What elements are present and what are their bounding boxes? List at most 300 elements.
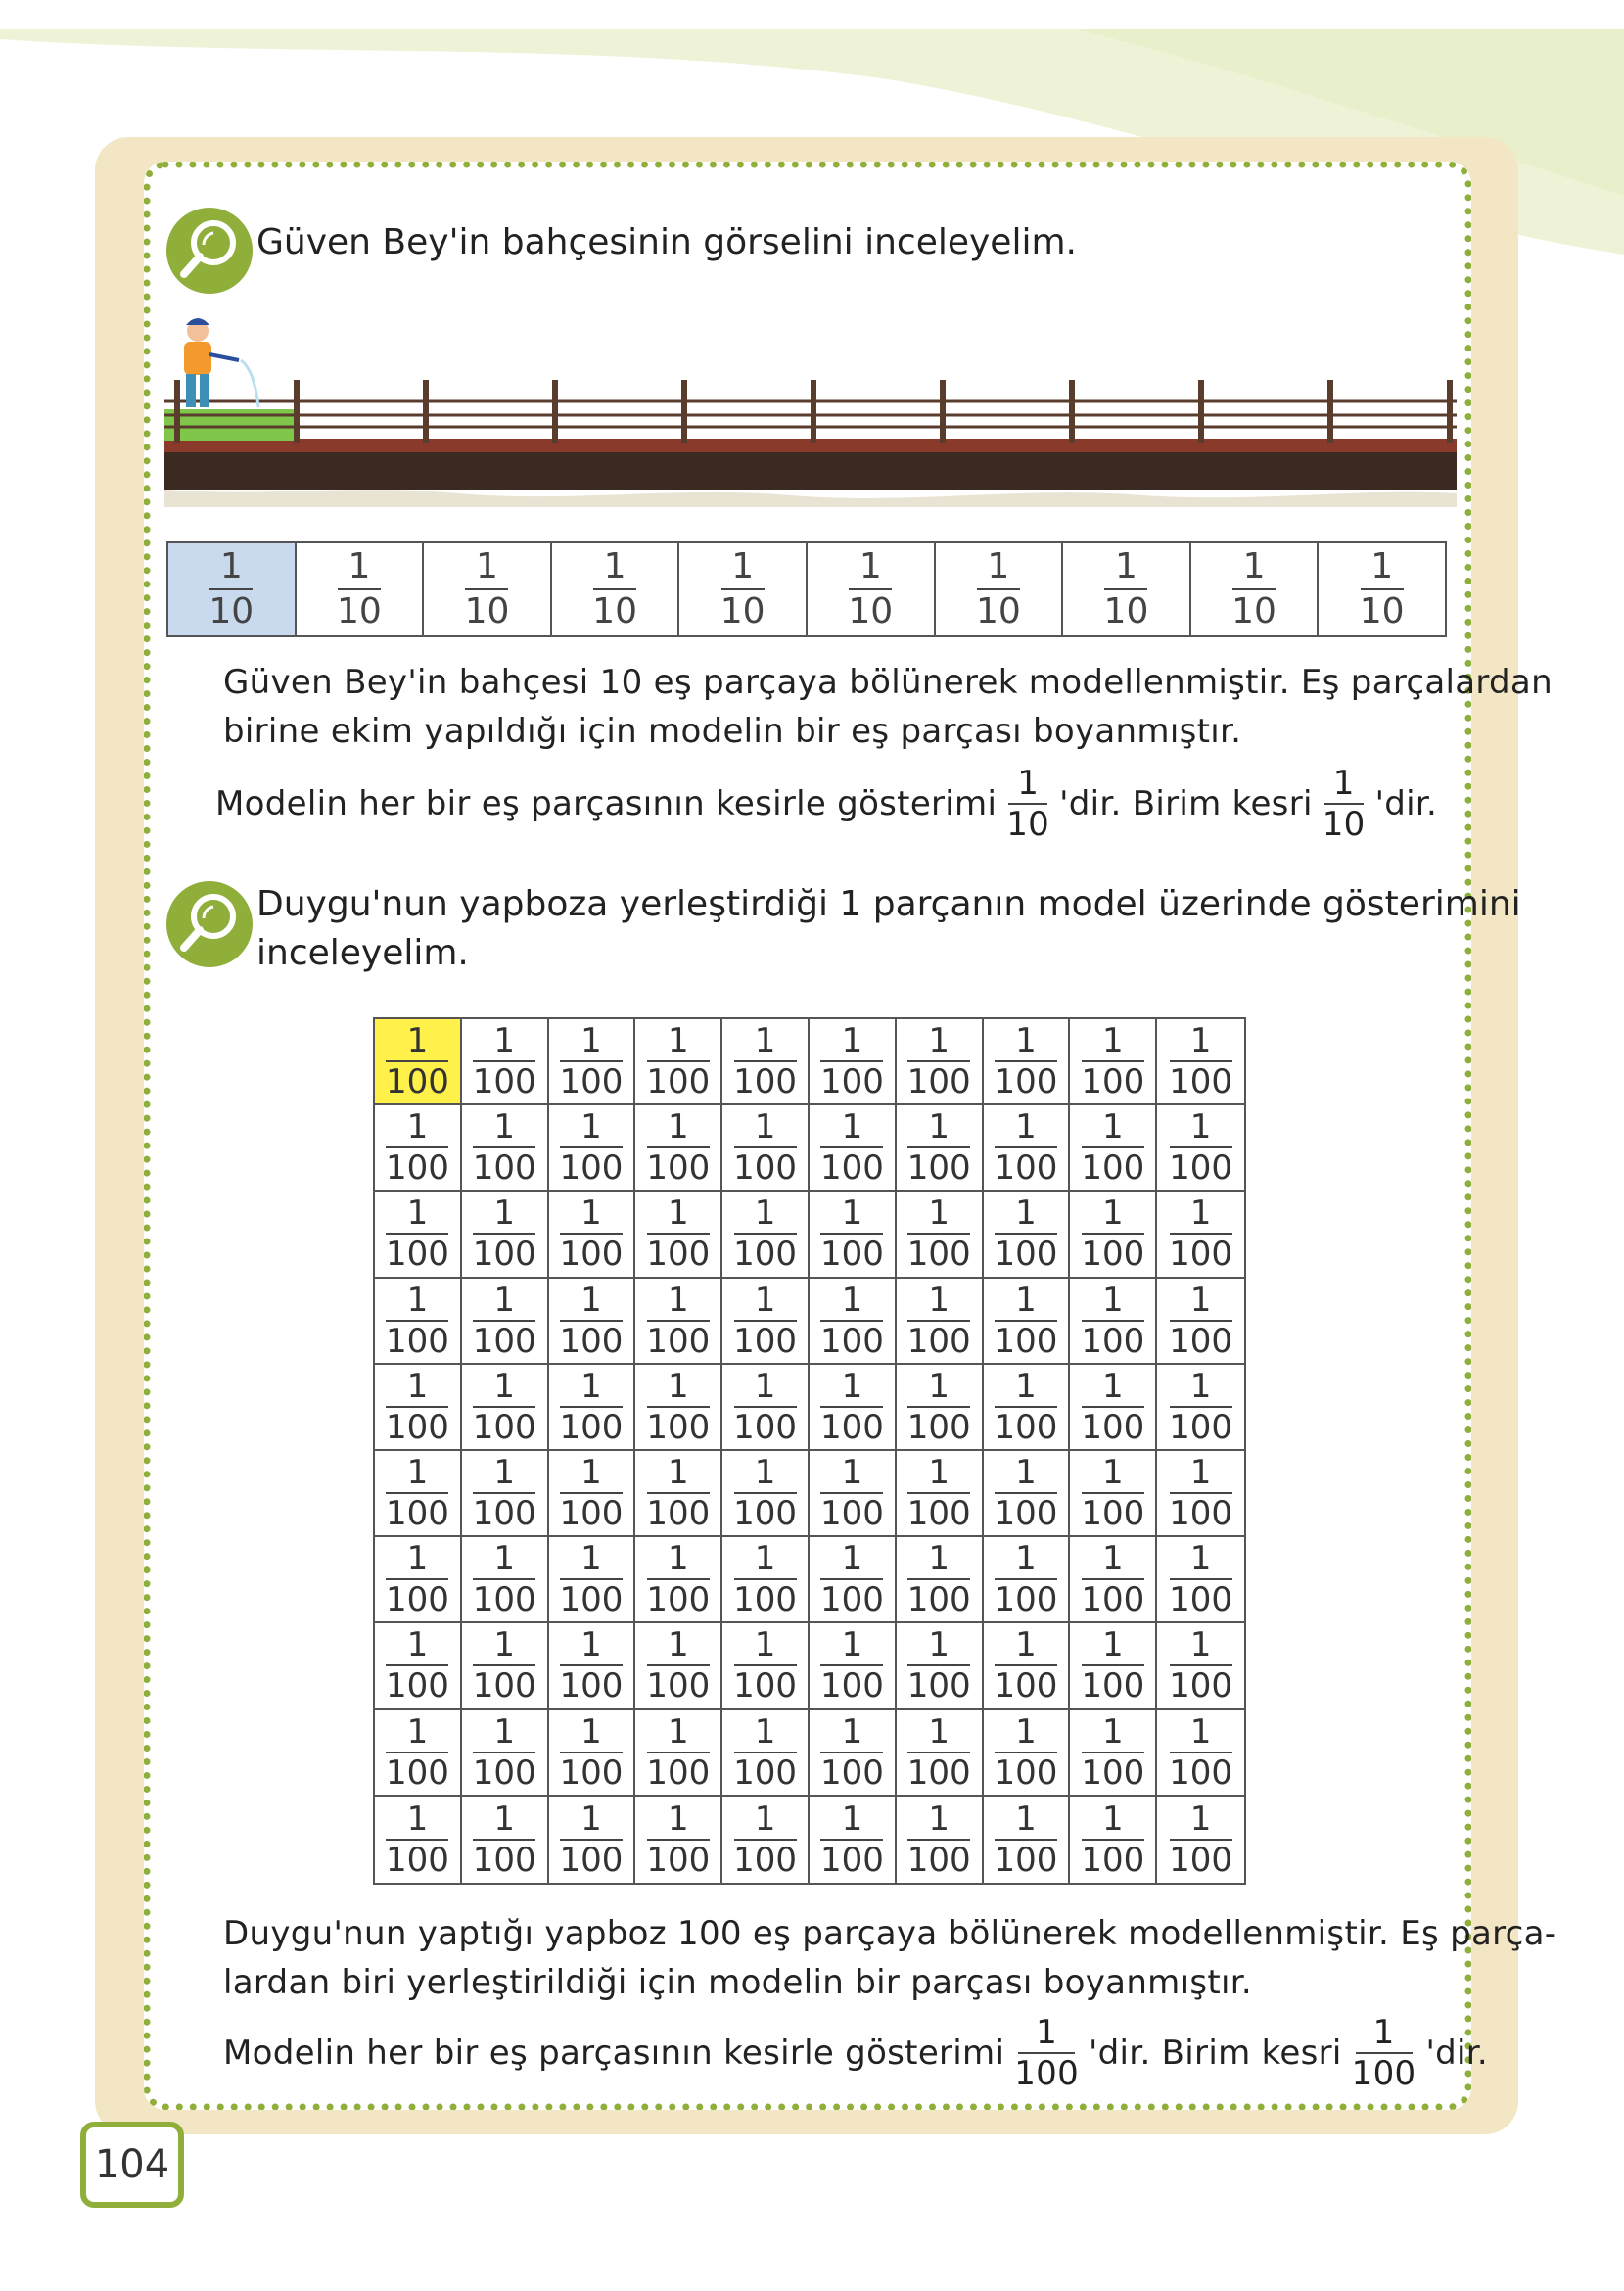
grid-cell: [375, 1451, 462, 1537]
fraction-numerator: 1: [1101, 1625, 1124, 1665]
fraction-denominator: 10: [1103, 591, 1149, 631]
grid-cell: [1070, 1365, 1157, 1451]
fraction-numerator: 1: [1189, 1625, 1212, 1665]
fraction-denominator: 100: [1081, 1666, 1145, 1707]
fraction-denominator: 100: [733, 1062, 798, 1102]
fraction-denominator: 100: [559, 1580, 624, 1620]
fraction-numerator: 1: [754, 1193, 776, 1234]
fraction-denominator: 100: [733, 1753, 798, 1793]
fraction-numerator: 1: [1189, 1539, 1212, 1579]
fraction-denominator: 100: [559, 1753, 624, 1793]
fraction-denominator: 100: [646, 1148, 711, 1189]
fraction-numerator: 1: [493, 1193, 516, 1234]
fraction-denominator: 100: [733, 1235, 798, 1275]
fraction-denominator: 100: [819, 1321, 884, 1361]
section2-statement: [223, 2015, 1488, 2091]
fraction-numerator: 1: [1015, 1366, 1037, 1406]
unit-fraction-one-hundredth: 1 100: [1351, 2013, 1416, 2093]
fraction-numerator: 1: [1101, 1366, 1124, 1406]
fraction-numerator: 1: [667, 1193, 689, 1234]
fraction-denominator: 100: [472, 1580, 536, 1620]
fraction-numerator: 1: [928, 1193, 951, 1234]
fraction-numerator: 1: [580, 1366, 602, 1406]
fraction-denominator: 10: [1231, 591, 1276, 631]
fraction-denominator: 10: [592, 591, 637, 631]
grid-cell: [984, 1192, 1071, 1278]
strip-cell: [679, 543, 808, 635]
grid-cell: [810, 1365, 897, 1451]
fraction-denominator: 100: [819, 1753, 884, 1793]
fraction-denominator: 100: [385, 1753, 449, 1793]
grid-cell: [375, 1105, 462, 1192]
grid-cell: [1157, 1365, 1244, 1451]
fraction-numerator: 1: [1101, 1711, 1124, 1752]
grid-cell: [1157, 1797, 1244, 1883]
fraction-denominator: 100: [646, 1666, 711, 1707]
fraction-numerator: 1: [841, 1711, 863, 1752]
fraction-denominator: 100: [1169, 1753, 1233, 1793]
grid-cell: [810, 1537, 897, 1623]
fraction-numerator: 1: [493, 1453, 516, 1493]
grid-cell: [722, 1710, 810, 1797]
fraction-numerator: 1: [928, 1280, 951, 1320]
fraction-denominator: 100: [994, 1580, 1058, 1620]
fraction-denominator: 100: [994, 1840, 1058, 1880]
fraction-numerator: 1: [754, 1021, 776, 1061]
fraction-numerator: 1: [667, 1539, 689, 1579]
fraction-numerator: 1: [1101, 1021, 1124, 1061]
fraction-numerator: 1: [493, 1280, 516, 1320]
fraction-denominator: 10: [336, 591, 382, 631]
grid-cell: [897, 1365, 984, 1451]
fraction-denominator: 100: [733, 1840, 798, 1880]
fraction-numerator: 1: [1101, 1107, 1124, 1147]
grid-cell: [1070, 1797, 1157, 1883]
fraction-numerator: 1: [1189, 1366, 1212, 1406]
fraction-denominator: 100: [559, 1407, 624, 1447]
fraction-numerator: 1: [493, 1366, 516, 1406]
grid-cell: [897, 1537, 984, 1623]
grid-cell: [897, 1797, 984, 1883]
fraction-numerator: 1: [1101, 1799, 1124, 1839]
fraction-numerator: 1: [841, 1453, 863, 1493]
strip-cell: [808, 543, 936, 635]
fraction-numerator: 1: [493, 1107, 516, 1147]
fraction-denominator: 100: [646, 1062, 711, 1102]
fraction-numerator: 1: [406, 1107, 429, 1147]
grid-cell: [722, 1279, 810, 1365]
grid-cell: [984, 1019, 1071, 1105]
fraction-numerator: 1: [580, 1453, 602, 1493]
fraction-numerator: 1: [580, 1539, 602, 1579]
grid-cell: [1070, 1192, 1157, 1278]
grid-cell: [375, 1623, 462, 1709]
gardener-figure: [184, 318, 258, 407]
fraction-denominator: 100: [559, 1666, 624, 1707]
fraction-numerator: 1: [1015, 1280, 1037, 1320]
fraction-one-hundredth: 1 100: [1014, 2013, 1080, 2093]
grid-cell: [549, 1451, 636, 1537]
grid-cell: [549, 1797, 636, 1883]
page-number: 104: [80, 2122, 184, 2208]
fraction-denominator: 100: [559, 1321, 624, 1361]
fraction-numerator: 1: [1115, 546, 1137, 586]
fraction-denominator: 100: [1169, 1321, 1233, 1361]
strip-cell: [1063, 543, 1191, 635]
grid-cell: [897, 1451, 984, 1537]
grid-cell: [810, 1623, 897, 1709]
strip-cell: [424, 543, 552, 635]
fraction-numerator: 1: [928, 1107, 951, 1147]
grid-cell: [635, 1797, 722, 1883]
grid-cell: [984, 1710, 1071, 1797]
grid-cell: [1070, 1623, 1157, 1709]
fraction-denominator: 100: [385, 1062, 449, 1102]
fraction-numerator: 1: [603, 546, 626, 586]
fraction-numerator: 1: [1189, 1799, 1212, 1839]
fraction-denominator: 100: [472, 1062, 536, 1102]
fraction-numerator: 1: [219, 546, 243, 586]
fraction-numerator: 1: [667, 1711, 689, 1752]
fraction-numerator: 1: [406, 1625, 429, 1665]
section2-heading-line1: Duygu'nun yapboza yerleştirdiği 1 parçanın model üzerinde gösterimini: [256, 884, 1521, 924]
grid-cell: [462, 1279, 549, 1365]
grid-cell: [1157, 1279, 1244, 1365]
grid-cell: [722, 1019, 810, 1105]
fraction-denominator: 100: [472, 1235, 536, 1275]
fraction-numerator: 1: [493, 1021, 516, 1061]
grid-cell: [897, 1019, 984, 1105]
fraction-numerator: 1: [493, 1711, 516, 1752]
grid-cell: [375, 1710, 462, 1797]
grid-cell: [549, 1279, 636, 1365]
fraction-numerator: 1: [1015, 1453, 1037, 1493]
fraction-numerator: 1: [841, 1021, 863, 1061]
fraction-numerator: 1: [1189, 1453, 1212, 1493]
grid-cell: [984, 1797, 1071, 1883]
fraction-denominator: 100: [472, 1407, 536, 1447]
grid-cell: [375, 1192, 462, 1278]
statement-text-1: Modelin her bir eş parçasının kesirle gösterimi: [215, 784, 998, 823]
fraction-numerator: 1: [406, 1021, 429, 1061]
grid-cell: [984, 1365, 1071, 1451]
fraction-denominator: 100: [819, 1148, 884, 1189]
fraction-numerator: 1: [1101, 1539, 1124, 1579]
grid-cell: [897, 1279, 984, 1365]
fraction-denominator: 100: [1081, 1840, 1145, 1880]
fraction-numerator: 1: [1015, 1539, 1037, 1579]
grid-cell: [1070, 1451, 1157, 1537]
fraction-denominator: 100: [733, 1580, 798, 1620]
fraction-denominator: 10: [719, 591, 766, 631]
fraction-denominator: 100: [906, 1235, 971, 1275]
grid-cell: [635, 1451, 722, 1537]
section2-heading-line2: inceleyelim.: [256, 933, 469, 973]
grid-cell: [897, 1710, 984, 1797]
hundredths-grid: [373, 1017, 1246, 1885]
fraction-numerator: 1: [1015, 1625, 1037, 1665]
fraction-denominator: 100: [559, 1235, 624, 1275]
grid-cell: [1070, 1019, 1157, 1105]
fraction-numerator: 1: [841, 1539, 863, 1579]
fraction-denominator: 100: [1169, 1666, 1233, 1707]
section1-heading: Güven Bey'in bahçesinin görselini inceleyelim.: [256, 222, 1077, 262]
fraction-numerator: 1: [858, 546, 882, 586]
fraction-denominator: 100: [994, 1235, 1058, 1275]
fraction-denominator: 100: [906, 1321, 971, 1361]
fraction-denominator: 100: [819, 1580, 884, 1620]
fraction-numerator: 1: [754, 1366, 776, 1406]
fraction-denominator: 100: [819, 1062, 884, 1102]
fraction-denominator: 10: [464, 591, 510, 631]
strip-cell: [1319, 543, 1445, 635]
unit-fraction-one-tenth: 1 10: [1322, 764, 1366, 844]
fraction-denominator: 100: [994, 1148, 1058, 1189]
fraction-denominator: 100: [646, 1840, 711, 1880]
fraction-denominator: 100: [819, 1666, 884, 1707]
grid-cell: [635, 1019, 722, 1105]
fraction-denominator: 100: [733, 1321, 798, 1361]
fraction-numerator: 1: [754, 1625, 776, 1665]
grid-cell: [1157, 1105, 1244, 1192]
fraction-numerator: 1: [841, 1625, 863, 1665]
fraction-numerator: 1: [476, 546, 498, 586]
grid-cell: [549, 1105, 636, 1192]
grid-cell: [810, 1797, 897, 1883]
grid-cell: [635, 1105, 722, 1192]
fraction-denominator: 100: [385, 1840, 449, 1880]
grid-cell: [810, 1105, 897, 1192]
grid-cell: [635, 1365, 722, 1451]
fraction-numerator: 1: [406, 1280, 429, 1320]
grid-cell: [375, 1797, 462, 1883]
fraction-denominator: 100: [906, 1753, 971, 1793]
grid-cell: [722, 1365, 810, 1451]
grid-cell: [1070, 1537, 1157, 1623]
fraction-denominator: 100: [385, 1580, 449, 1620]
grid-cell: [549, 1537, 636, 1623]
fraction-denominator: 100: [1169, 1580, 1233, 1620]
fraction-denominator: 100: [1169, 1840, 1233, 1880]
fraction-denominator: 10: [1359, 591, 1405, 631]
grid-cell: [984, 1279, 1071, 1365]
fraction-denominator: 100: [472, 1148, 536, 1189]
fraction-numerator: 1: [1015, 1021, 1037, 1061]
fraction-denominator: 100: [472, 1840, 536, 1880]
fraction-denominator: 100: [994, 1666, 1058, 1707]
grid-cell: [810, 1019, 897, 1105]
fraction-denominator: 100: [819, 1235, 884, 1275]
section1-paragraph-line2: birine ekim yapıldığı için modelin bir eş parçası boyanmıştır.: [223, 712, 1242, 751]
fraction-denominator: 100: [646, 1235, 711, 1275]
statement-text-1: Modelin her bir eş parçasının kesirle gösterimi: [223, 2034, 1005, 2073]
fraction-one-tenth: 1 10: [1006, 764, 1050, 844]
statement-text-3: 'dir.: [1374, 784, 1438, 823]
fraction-numerator: 1: [667, 1366, 689, 1406]
fraction-numerator: 1: [406, 1193, 429, 1234]
section1-statement: [215, 766, 1437, 842]
fraction-denominator: 100: [1169, 1407, 1233, 1447]
fraction-denominator: 10: [848, 591, 894, 631]
grid-cell: [897, 1105, 984, 1192]
fraction-numerator: 1: [928, 1021, 951, 1061]
fraction-numerator: 1: [667, 1453, 689, 1493]
fraction-denominator: 100: [385, 1235, 449, 1275]
grid-cell: [549, 1365, 636, 1451]
fraction-numerator: 1: [841, 1107, 863, 1147]
fraction-numerator: 1: [348, 546, 371, 586]
strip-cell: [552, 543, 680, 635]
fraction-denominator: 100: [1169, 1235, 1233, 1275]
fraction-numerator: 1: [580, 1107, 602, 1147]
grid-cell: [810, 1451, 897, 1537]
fraction-numerator: 1: [987, 546, 1010, 586]
grid-cell: [984, 1451, 1071, 1537]
fraction-denominator: 100: [559, 1148, 624, 1189]
fraction-denominator: 10: [975, 591, 1021, 631]
fraction-denominator: 100: [1169, 1148, 1233, 1189]
grid-cell: [462, 1192, 549, 1278]
fraction-denominator: 100: [906, 1407, 971, 1447]
fraction-numerator: 1: [1370, 546, 1394, 586]
fraction-numerator: 1: [754, 1107, 776, 1147]
tenths-strip: [166, 541, 1447, 637]
grid-cell: [984, 1537, 1071, 1623]
fraction-numerator: 1: [1015, 1107, 1037, 1147]
fraction-denominator: 100: [385, 1666, 449, 1707]
fraction-numerator: 1: [928, 1711, 951, 1752]
fraction-numerator: 1: [1189, 1280, 1212, 1320]
fraction-denominator: 100: [646, 1407, 711, 1447]
grid-cell: [810, 1192, 897, 1278]
fraction-numerator: 1: [667, 1107, 689, 1147]
fraction-denominator: 100: [646, 1580, 711, 1620]
fraction-denominator: 100: [559, 1062, 624, 1102]
fraction-denominator: 100: [994, 1407, 1058, 1447]
strip-cell: [168, 543, 297, 635]
grid-cell: [549, 1192, 636, 1278]
fraction-numerator: 1: [1101, 1453, 1124, 1493]
fraction-numerator: 1: [580, 1280, 602, 1320]
grid-cell: [984, 1105, 1071, 1192]
grid-cell: [1157, 1019, 1244, 1105]
grid-cell: [462, 1797, 549, 1883]
fraction-denominator: 100: [906, 1062, 971, 1102]
grid-cell: [462, 1537, 549, 1623]
fraction-numerator: 1: [406, 1711, 429, 1752]
fraction-numerator: 1: [580, 1021, 602, 1061]
grid-cell: [722, 1537, 810, 1623]
grid-cell: [1157, 1192, 1244, 1278]
fraction-denominator: 10: [209, 591, 255, 631]
fraction-numerator: 1: [928, 1366, 951, 1406]
section2-paragraph-line2: lardan biri yerleştirildiği için modelin bir parçası boyanmıştır.: [223, 1963, 1252, 2002]
fraction-denominator: 100: [819, 1494, 884, 1534]
fraction-denominator: 100: [906, 1494, 971, 1534]
grid-cell: [549, 1710, 636, 1797]
fraction-numerator: 1: [754, 1539, 776, 1579]
fraction-denominator: 100: [906, 1666, 971, 1707]
fraction-numerator: 1: [841, 1799, 863, 1839]
grid-cell: [1070, 1279, 1157, 1365]
fraction-denominator: 100: [385, 1148, 449, 1189]
fraction-denominator: 100: [385, 1407, 449, 1447]
grid-cell: [549, 1623, 636, 1709]
fraction-numerator: 1: [667, 1799, 689, 1839]
fraction-numerator: 1: [928, 1539, 951, 1579]
fraction-denominator: 100: [1081, 1148, 1145, 1189]
fraction-numerator: 1: [667, 1280, 689, 1320]
grid-cell: [462, 1105, 549, 1192]
fraction-numerator: 1: [754, 1280, 776, 1320]
grid-cell: [462, 1365, 549, 1451]
fraction-numerator: 1: [928, 1799, 951, 1839]
grid-cell: [722, 1105, 810, 1192]
fraction-numerator: 1: [406, 1453, 429, 1493]
fraction-denominator: 100: [472, 1494, 536, 1534]
fraction-denominator: 100: [646, 1321, 711, 1361]
fraction-denominator: 100: [385, 1321, 449, 1361]
fraction-numerator: 1: [493, 1799, 516, 1839]
fraction-denominator: 100: [994, 1062, 1058, 1102]
fraction-numerator: 1: [1015, 1799, 1037, 1839]
section2-paragraph-line1: Duygu'nun yaptığı yapboz 100 eş parçaya bölünerek modellenmiştir. Eş parça-: [223, 1914, 1557, 1953]
statement-text-2: 'dir. Birim kesri: [1089, 2034, 1342, 2073]
section1-paragraph-line1: Güven Bey'in bahçesi 10 eş parçaya bölünerek modellenmiştir. Eş parçalardan: [223, 663, 1553, 702]
fraction-numerator: 1: [580, 1799, 602, 1839]
fraction-numerator: 1: [841, 1193, 863, 1234]
fraction-denominator: 100: [559, 1494, 624, 1534]
fraction-numerator: 1: [754, 1799, 776, 1839]
strip-cell: [297, 543, 425, 635]
fraction-denominator: 100: [385, 1494, 449, 1534]
fraction-denominator: 100: [1081, 1062, 1145, 1102]
magnifier-icon: [164, 206, 255, 296]
fraction-numerator: 1: [1015, 1193, 1037, 1234]
grid-cell: [722, 1797, 810, 1883]
fraction-denominator: 100: [733, 1148, 798, 1189]
grid-cell: [1157, 1537, 1244, 1623]
fraction-numerator: 1: [1189, 1107, 1212, 1147]
strip-cell: [1191, 543, 1320, 635]
fraction-numerator: 1: [1101, 1280, 1124, 1320]
grid-cell: [635, 1279, 722, 1365]
fraction-denominator: 100: [559, 1840, 624, 1880]
fraction-numerator: 1: [580, 1625, 602, 1665]
grid-cell: [635, 1537, 722, 1623]
strip-cell: [936, 543, 1064, 635]
grid-cell: [549, 1019, 636, 1105]
fraction-denominator: 100: [1081, 1580, 1145, 1620]
fraction-numerator: 1: [406, 1366, 429, 1406]
fraction-numerator: 1: [1015, 1711, 1037, 1752]
fraction-numerator: 1: [580, 1711, 602, 1752]
fraction-denominator: 100: [733, 1494, 798, 1534]
grid-cell: [722, 1451, 810, 1537]
grid-cell: [1070, 1105, 1157, 1192]
fraction-denominator: 100: [1169, 1494, 1233, 1534]
fraction-numerator: 1: [928, 1453, 951, 1493]
grid-cell: [462, 1710, 549, 1797]
fraction-numerator: 1: [928, 1625, 951, 1665]
fraction-denominator: 100: [472, 1666, 536, 1707]
grid-cell: [635, 1192, 722, 1278]
fraction-numerator: 1: [1189, 1021, 1212, 1061]
grid-cell: [722, 1192, 810, 1278]
grid-cell: [1070, 1710, 1157, 1797]
fraction-denominator: 100: [472, 1321, 536, 1361]
fraction-numerator: 1: [841, 1366, 863, 1406]
